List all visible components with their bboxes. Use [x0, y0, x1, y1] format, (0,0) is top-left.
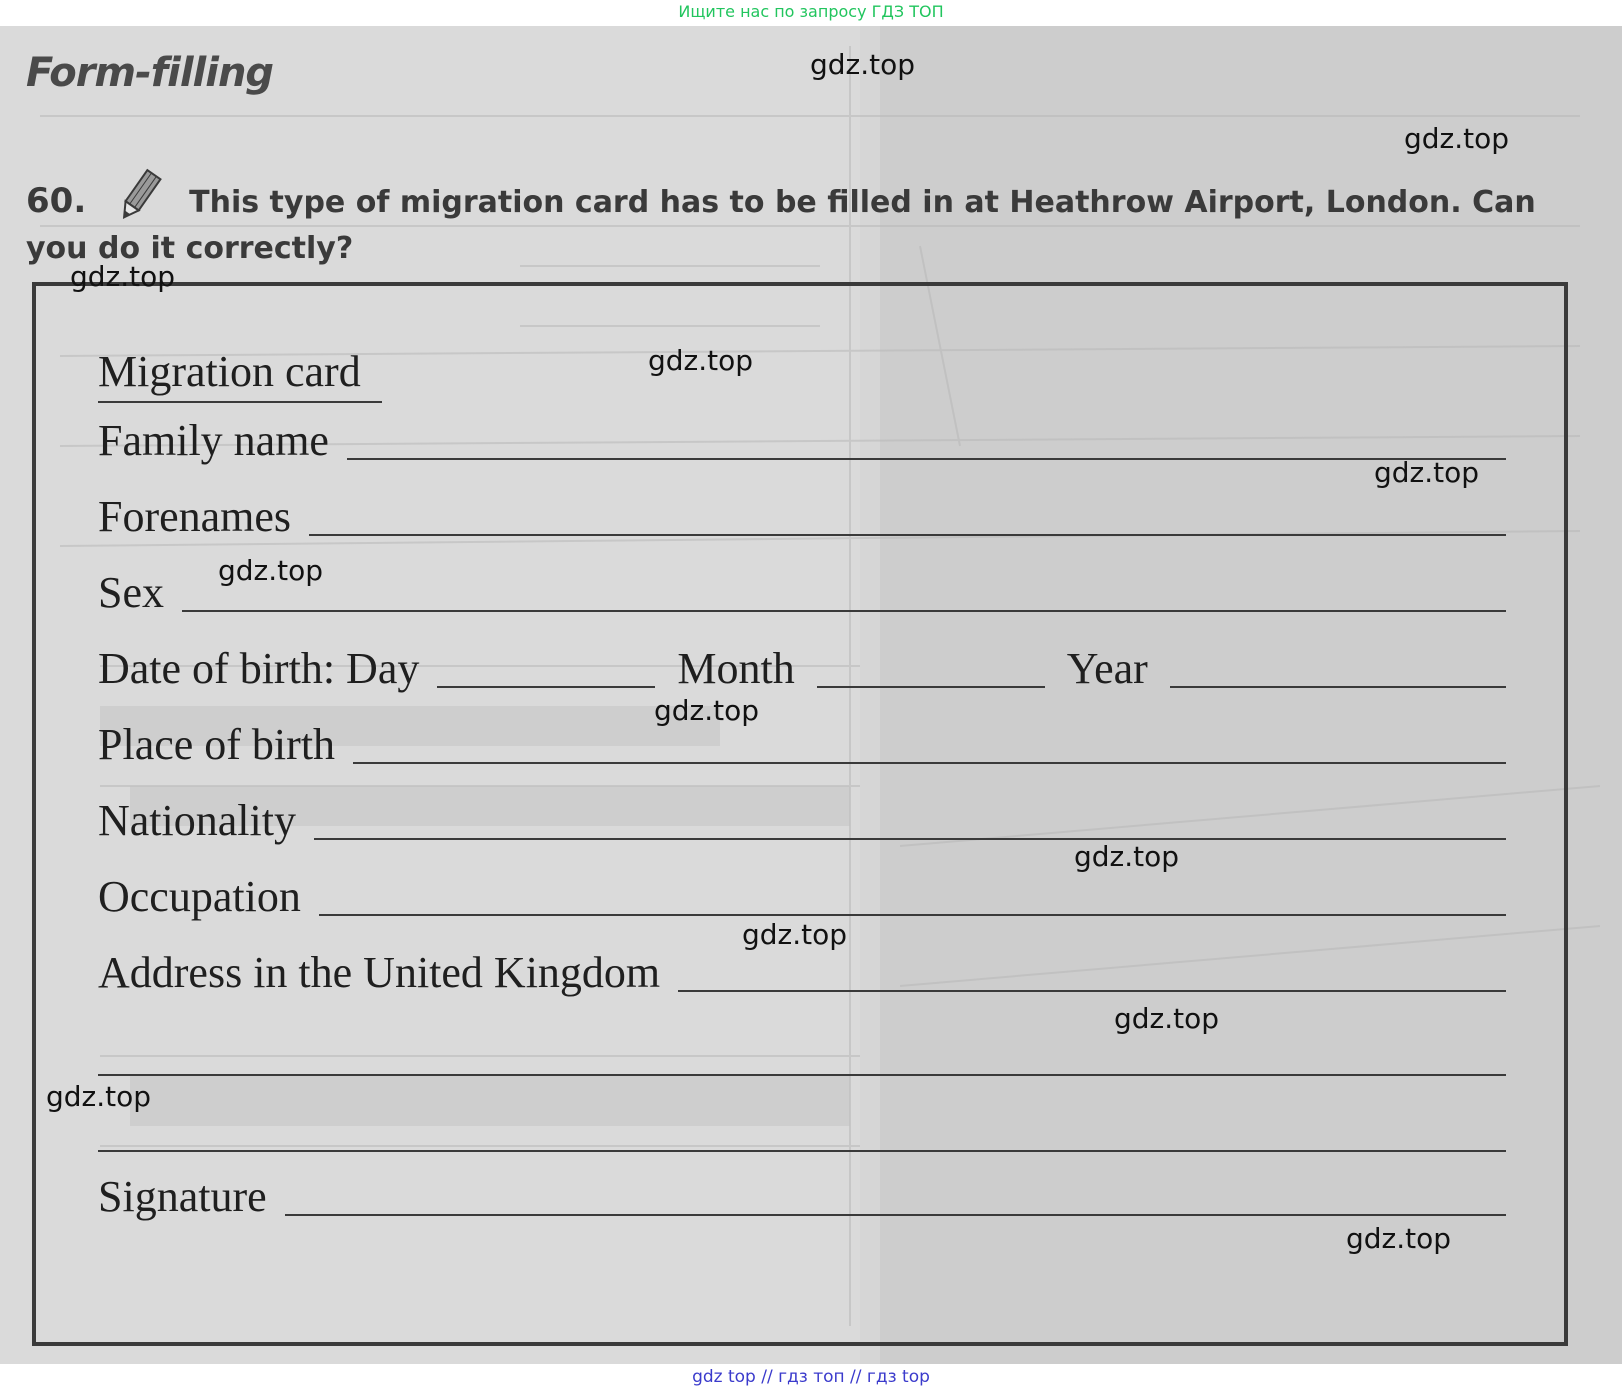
forenames-label: Forenames	[98, 492, 292, 541]
family-name-field[interactable]	[347, 458, 1506, 460]
forenames-field[interactable]	[309, 534, 1506, 536]
place-of-birth-label: Place of birth	[98, 720, 336, 769]
address-line-3[interactable]	[98, 1150, 1506, 1152]
watermark: gdz.top	[218, 554, 324, 587]
address-line-2[interactable]	[98, 1074, 1506, 1076]
watermark: gdz.top	[648, 344, 754, 377]
address-label: Address in the United Kingdom	[98, 948, 661, 997]
watermark: gdz.top	[1404, 122, 1510, 155]
family-name-label: Family name	[98, 416, 329, 465]
dob-month-label: Month	[677, 644, 795, 693]
section-heading: Form-filling	[26, 50, 274, 96]
place-of-birth-row	[98, 714, 1506, 770]
top-banner[interactable]: Ищите нас по запросу ГДЗ ТОП	[0, 0, 1622, 26]
dob-year-field[interactable]	[1170, 686, 1506, 688]
occupation-row	[98, 866, 1506, 922]
bottom-banner[interactable]: gdz top // гдз топ // гдз top	[0, 1364, 1622, 1391]
watermark: gdz.top	[1374, 456, 1480, 489]
exercise-number: 60.	[26, 181, 87, 221]
sex-label: Sex	[98, 568, 164, 617]
sex-field[interactable]	[182, 610, 1506, 612]
exercise-instruction	[26, 166, 1586, 272]
textbook-page	[0, 26, 1622, 1364]
nationality-field[interactable]	[314, 838, 1506, 840]
signature-field[interactable]	[285, 1214, 1506, 1216]
occupation-label: Occupation	[98, 872, 301, 921]
date-of-birth-row	[98, 638, 1506, 694]
dob-month-field[interactable]	[817, 686, 1045, 688]
occupation-field[interactable]	[319, 914, 1506, 916]
pencil-icon	[109, 166, 169, 226]
dob-day-label: Date of birth: Day	[98, 644, 420, 693]
forenames-row	[98, 486, 1506, 542]
watermark: gdz.top	[1074, 840, 1180, 873]
address-field[interactable]	[678, 990, 1506, 992]
nationality-row	[98, 790, 1506, 846]
watermark: gdz.top	[70, 260, 176, 293]
card-title: Migration card	[98, 346, 382, 403]
watermark: gdz.top	[654, 694, 760, 727]
signature-row	[98, 1166, 1506, 1222]
watermark: gdz.top	[46, 1080, 152, 1113]
watermark: gdz.top	[1346, 1222, 1452, 1255]
watermark: gdz.top	[1114, 1002, 1220, 1035]
signature-label: Signature	[98, 1172, 267, 1221]
place-of-birth-field[interactable]	[353, 762, 1506, 764]
migration-card	[32, 282, 1568, 1346]
dob-year-label: Year	[1066, 644, 1148, 693]
family-name-row	[98, 410, 1506, 466]
nationality-label: Nationality	[98, 796, 296, 845]
dob-day-field[interactable]	[437, 686, 655, 688]
watermark: gdz.top	[742, 918, 848, 951]
watermark: gdz.top	[810, 48, 916, 81]
exercise-text: This type of migration card has to be filled in at Heathrow Airport, London. Can you do it correctly?	[26, 185, 1536, 266]
